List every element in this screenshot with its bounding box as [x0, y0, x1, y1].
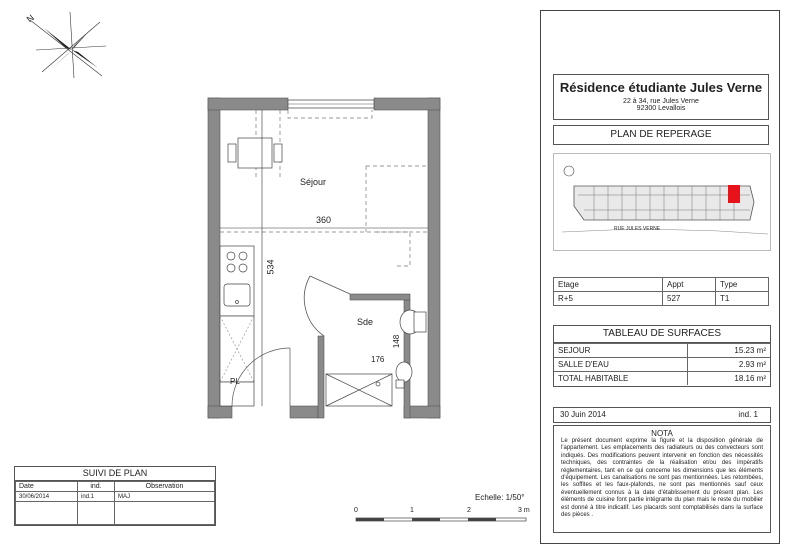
suivi-header-observation: Observation: [115, 482, 215, 492]
suivi-empty: [16, 502, 78, 525]
header-type: Type: [716, 278, 769, 292]
site-plan-street: RUE JULES VERNE: [614, 226, 661, 232]
room-sejour-label: Séjour: [300, 177, 327, 187]
suivi-row-ind: ind.1: [78, 492, 115, 502]
north-arrow: [22, 8, 110, 80]
surface-value: 18.16 m²: [688, 372, 771, 386]
plan-reperage-title: PLAN DE REPERAGE: [610, 129, 712, 140]
scale-label: Echelle: 1/50°: [475, 493, 525, 502]
room-sde-label: Sde: [357, 317, 374, 327]
date-box: [553, 407, 771, 423]
surfaces-box: [553, 325, 771, 387]
scale-tick-3: 3 m: [518, 507, 530, 514]
suivi-table: [15, 481, 215, 525]
surfaces-table: [554, 343, 770, 385]
residence-box: [553, 74, 769, 120]
nota-box: [553, 425, 771, 533]
highlighted-unit: [728, 185, 740, 203]
header-etage: Etage: [554, 278, 663, 292]
surface-label: SEJOUR: [554, 344, 688, 358]
suivi-row-date: 30/06/2014: [16, 492, 78, 502]
suivi-empty: [115, 502, 215, 525]
value-appt: 527: [663, 292, 716, 306]
residence-title: Résidence étudiante Jules Verne: [559, 80, 763, 95]
etage-table: [553, 277, 769, 306]
suivi-empty: [78, 502, 115, 525]
value-etage: R+5: [554, 292, 663, 306]
suivi-header-date: Date: [16, 482, 78, 492]
site-plan-box: [553, 153, 771, 251]
pl-label: PL: [230, 377, 240, 386]
address-line1: 22 à 34, rue Jules Verne: [623, 98, 699, 105]
surface-value: 2.93 m²: [688, 358, 771, 372]
plan-index: ind. 1: [738, 410, 758, 419]
scale-tick-0: 0: [354, 507, 358, 514]
dim-depth: 534: [265, 259, 276, 275]
suivi-de-plan: [14, 466, 216, 526]
surfaces-title: TABLEAU DE SURFACES: [554, 326, 770, 343]
suivi-row-observation: MAJ: [115, 492, 215, 502]
scale-bar: [352, 516, 532, 526]
site-plan: [554, 154, 770, 250]
dim-width: 360: [316, 215, 332, 225]
nota-title: NOTA: [651, 429, 673, 438]
scale-tick-1: 1: [410, 507, 414, 514]
north-label: N: [24, 12, 37, 25]
surface-label: TOTAL HABITABLE: [554, 372, 688, 386]
nota-text: Le présent document exprime la figure et la disposition générale de l'appartement. Les emplacements des radiateurs ou des convecteurs sont indiqués. Des modifications peuvent intervenir en fonction des nécessités techniques, des contraintes de la réalisation et/ou des impératifs réglementaires, tant en ce qui concerne les dimensions que les éléments d'équipement. Les canalisations ne sont pas mentionnées. Les retombées, les soffites et les faux-plafonds, ne sont pas mentionnés sauf ceux éventuellement connus à la date d'établissement du présent plan. Les éléments de cuisine font partie intégrante du plan mais le reste du mobilier est donné à titre indicatif. Les placards sont comptabilisés dans la surface des pièces .: [561, 438, 763, 519]
title-block: [540, 10, 780, 544]
surface-value: 15.23 m²: [688, 344, 771, 358]
value-type: T1: [716, 292, 769, 306]
suivi-header-ind: ind.: [78, 482, 115, 492]
plan-date: 30 Juin 2014: [560, 410, 606, 419]
header-appt: Appt: [663, 278, 716, 292]
scale-tick-2: 2: [467, 507, 471, 514]
surface-label: SALLE D'EAU: [554, 358, 688, 372]
plan-reperage-box: [553, 125, 769, 145]
address-line2: 92300 Levallois: [636, 105, 686, 112]
suivi-title: SUIVI DE PLAN: [15, 467, 215, 481]
dim-148: 148: [392, 334, 402, 349]
dim-176: 176: [371, 355, 385, 364]
